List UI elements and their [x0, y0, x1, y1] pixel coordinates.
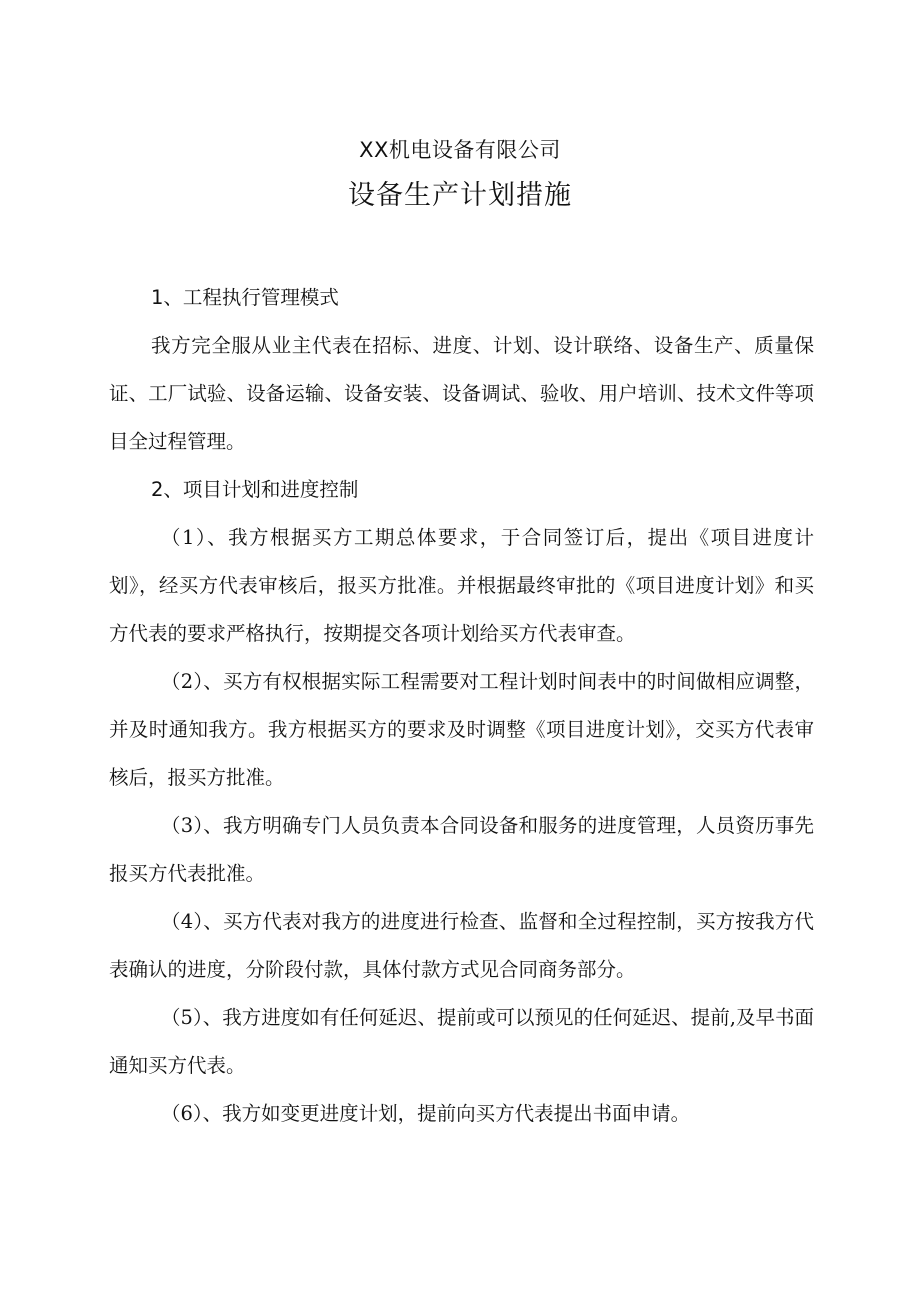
section-heading-2: 2、项目计划和进度控制 — [151, 478, 359, 501]
section-heading-1: 1、工程执行管理模式 — [151, 286, 339, 309]
document-body — [109, 274, 814, 1138]
section-2-item-2: （2）、买方有权根据实际工程需要对工程计划时间表中的时间做相应调整，并及时通知我方。我方根据买方的要求及时调整《项目进度计划》，交买方代表审核后，报买方批准。 — [109, 670, 814, 789]
section-2-item-1: （1）、我方根据买方工期总体要求，于合同签订后，提出《项目进度计划》，经买方代表审核后，报买方批准。并根据最终审批的《项目进度计划》和买方代表的要求严格执行，按期提交各项计划给买方代表审查。 — [109, 526, 814, 645]
section-2-item-6: （6）、我方如变更进度计划，提前向买方代表提出书面申请。 — [161, 1102, 691, 1125]
document-title: 设备生产计划措施 — [348, 180, 572, 211]
section-2-item-4: （4）、买方代表对我方的进度进行检查、监督和全过程控制，买方按我方代表确认的进度，分阶段付款，具体付款方式见合同商务部分。 — [109, 910, 814, 981]
section-1-paragraph-1: 我方完全服从业主代表在招标、进度、计划、设计联络、设备生产、质量保证、工厂试验、设备运输、设备安装、设备调试、验收、用户培训、技术文件等项目全过程管理。 — [109, 334, 814, 453]
section-2-item-5: （5）、我方进度如有任何延迟、提前或可以预见的任何延迟、提前,及早书面通知买方代表。 — [109, 1006, 814, 1077]
section-2-item-3: （3）、我方明确专门人员负责本合同设备和服务的进度管理，人员资历事先报买方代表批准。 — [109, 814, 814, 885]
company-name: XX机电设备有限公司 — [359, 138, 561, 162]
